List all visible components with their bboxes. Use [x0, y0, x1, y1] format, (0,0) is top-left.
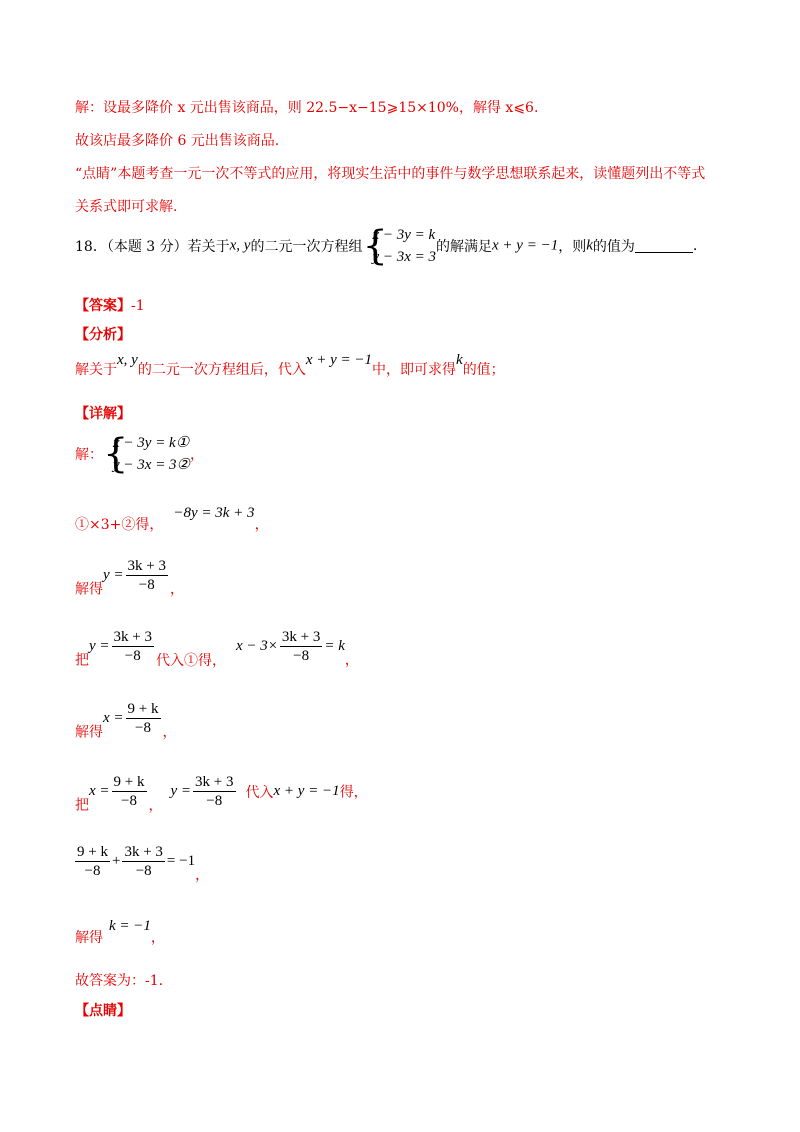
analysis-text-4: 的值；	[462, 362, 505, 378]
analysis-vars: x, y	[117, 352, 138, 368]
step-3-prefix: 解得	[75, 581, 103, 598]
question-k: k	[586, 237, 593, 254]
analysis-body	[75, 352, 505, 379]
fraction-numerator: 9 + k	[113, 774, 145, 790]
step-3-lhs: y =	[103, 567, 124, 583]
fraction-numerator: 9 + k	[127, 701, 159, 717]
detail-label: 【详解】	[75, 406, 131, 422]
step-3-fraction	[126, 557, 168, 594]
step-5-fraction	[126, 700, 161, 737]
fraction-numerator: 9 + k	[77, 844, 108, 860]
question-text-2: 的解满足	[436, 239, 493, 255]
left-brace: {	[103, 431, 129, 477]
step-8-prefix: 解得	[75, 930, 103, 946]
intro-line-2: 故该店最多降价 6 元出售该商品.	[75, 133, 280, 149]
fraction-denominator: −8	[293, 648, 310, 664]
step-4-lhs: y =	[89, 638, 110, 654]
step-6-lhs-1: x =	[89, 783, 110, 799]
fraction-denominator: −8	[135, 863, 152, 879]
step-4-fraction-2	[280, 628, 322, 665]
fraction-numerator: 3k + 3	[113, 629, 152, 645]
analysis-condition: x + y = −1	[305, 352, 373, 368]
step-7-fraction-2	[122, 843, 164, 880]
step-7-suffix: ，	[195, 867, 210, 884]
fraction-denominator: −8	[206, 793, 223, 809]
answer-blank	[635, 240, 693, 253]
detail-eq-2: y − 3x = 3②	[113, 457, 191, 473]
system-eq-2: y − 3x = 3	[372, 249, 437, 265]
question-text-1: 的二元一次方程组	[250, 239, 363, 255]
step-4-expr-b: = k	[324, 638, 345, 654]
question-end: .	[692, 238, 698, 254]
fraction-numerator: 3k + 3	[281, 629, 321, 645]
detail-step-7	[75, 843, 209, 885]
fraction-denominator: −8	[121, 793, 137, 809]
step-7-plus: +	[111, 853, 121, 869]
fraction-denominator: −8	[138, 577, 155, 593]
step-6-prefix: 把	[75, 797, 89, 814]
step-2-prefix: ①×3+②得，	[75, 517, 164, 533]
detail-step-4	[75, 628, 359, 670]
answer-value: -1	[131, 298, 145, 314]
step-3-suffix: ，	[170, 581, 184, 598]
detail-step-6	[75, 773, 368, 815]
intro-line-4: 关系式即可求解.	[75, 199, 178, 215]
intro-line-1: 解：设最多降价 x 元出售该商品，则 22.5−x−15⩾15×10%，解得 x⩽6.	[75, 100, 539, 116]
question-18	[75, 224, 697, 268]
step-4-suffix: ，	[344, 652, 359, 669]
analysis-text-1: 解关于	[75, 362, 117, 378]
step-5-lhs: x =	[103, 710, 124, 726]
comment-label: 【点睛】	[75, 1003, 131, 1019]
fraction-numerator: 3k + 3	[124, 844, 163, 860]
detail-step-5	[75, 700, 177, 742]
fraction-numerator: 3k + 3	[127, 558, 166, 574]
step-7-equals: = −1	[166, 853, 196, 869]
answer-label: 【答案】	[75, 298, 131, 314]
equation-system	[362, 224, 436, 268]
step-6-comma: ，	[148, 797, 163, 814]
detail-step-8	[75, 918, 165, 947]
step-6-fraction-2	[193, 773, 235, 810]
fraction-numerator: 3k + 3	[195, 774, 234, 790]
step-1-suffix: ，	[190, 447, 205, 463]
detail-eq-1: x − 3y = k①	[113, 435, 190, 451]
left-brace: {	[362, 223, 388, 269]
step-4-mid: 代入①得，	[156, 652, 226, 669]
detail-conclusion: 故答案为：-1.	[75, 973, 164, 989]
step-4-prefix: 把	[75, 652, 89, 669]
step-7-fraction-1	[75, 843, 110, 880]
step-2-expr: −8y = 3k + 3	[173, 505, 255, 521]
detail-step-2	[75, 505, 269, 534]
question-condition: x + y = −1	[492, 237, 559, 254]
step-4-expr-a: x − 3×	[236, 638, 278, 654]
step-4-fraction-1	[112, 628, 154, 665]
answer-line	[75, 295, 145, 315]
question-text-4: 的值为	[592, 239, 635, 255]
analysis-text-3: 中，即可求得	[372, 362, 457, 378]
analysis-label: 【分析】	[75, 327, 131, 343]
question-text-3: ，则	[558, 239, 587, 255]
step-8-expr: k = −1	[109, 918, 151, 934]
analysis-text-2: 的二元一次方程组后，代入	[137, 362, 306, 378]
fraction-denominator: −8	[135, 720, 151, 736]
intro-line-3: “点睛”本题考查一元一次不等式的应用，将现实生活中的事件与数学思想联系起来，读懂题列出不等式	[75, 166, 706, 182]
step-6-mid: 代入	[245, 784, 274, 801]
fraction-denominator: −8	[124, 648, 141, 664]
step-6-suffix: 得，	[339, 784, 368, 801]
step-5-prefix: 解得	[75, 724, 103, 741]
detail-step-3	[75, 557, 184, 599]
step-2-suffix: ，	[254, 517, 269, 533]
step-6-fraction-1	[112, 773, 147, 810]
step-1-prefix: 解：	[75, 447, 103, 463]
question-vars: x, y	[229, 237, 251, 254]
system-eq-1: x − 3y = k	[372, 227, 436, 243]
step-5-suffix: ，	[162, 724, 177, 741]
step-6-lhs-2: y =	[170, 783, 192, 799]
step-8-suffix: ，	[150, 930, 165, 946]
detail-system	[103, 432, 190, 476]
analysis-k: k	[456, 352, 463, 368]
fraction-denominator: −8	[84, 863, 101, 879]
step-6-condition: x + y = −1	[273, 783, 340, 799]
question-number: 18．（本题 3 分）若关于	[75, 239, 230, 255]
detail-step-1	[75, 432, 204, 476]
